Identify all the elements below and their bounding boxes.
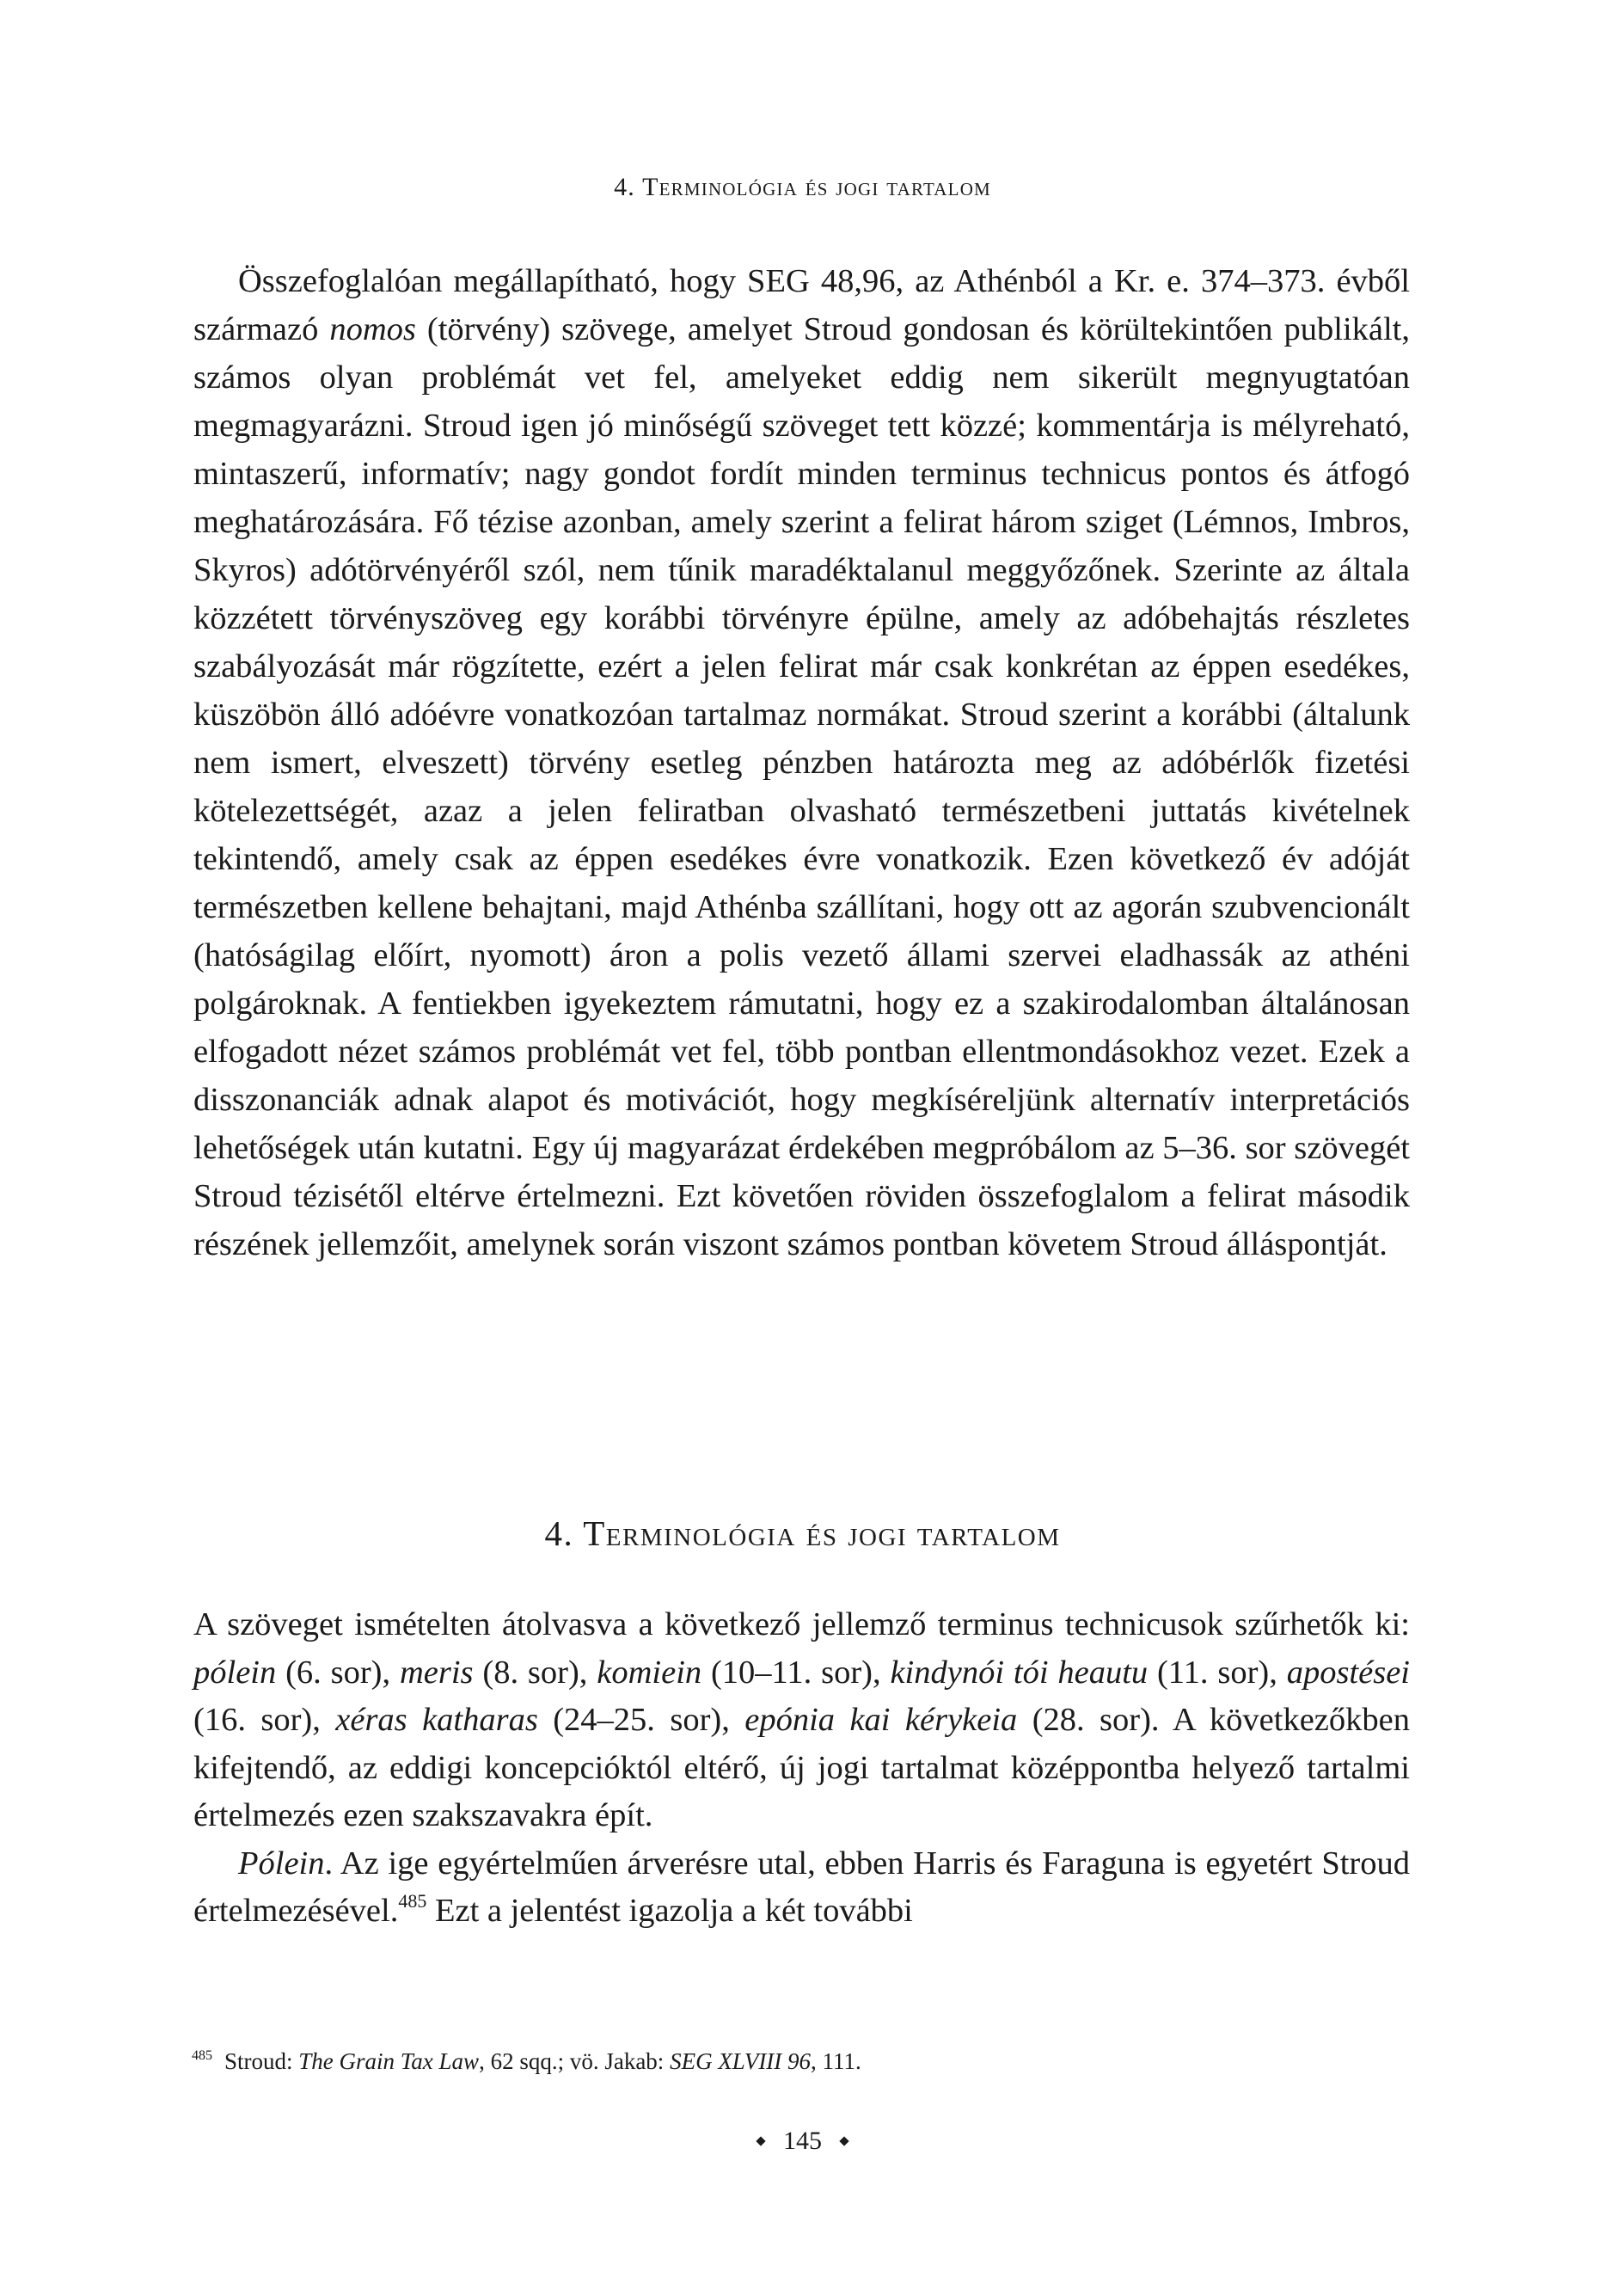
footnote: $^{485}$ Stroud: The Grain Tax Law, 62 sqq.; vö. Jakab: SEG XLVIII 96, 111. <box>192 2048 861 2074</box>
term-apostesei: apostései <box>1286 1654 1410 1691</box>
footnote-reference[interactable]: 485 <box>398 1890 427 1912</box>
diamond-ornament-icon <box>756 2136 765 2146</box>
footnote-title: SEG XLVIII 96 <box>670 2048 812 2074</box>
section-heading: 4. Terminológia és jogi tartalom <box>544 1513 1061 1553</box>
term-meris: meris <box>399 1654 474 1691</box>
page-number-value: 145 <box>783 2127 822 2155</box>
paragraph-text: Összefoglalóan megállapítható, hogy SEG 48,96, az Athénból a Kr. e. 374–373. évből származó nomos (törvény) szövege, amelyet Stroud gondosan és körültekintően publikált, számos olyan problémát vet fel, amelyeket eddig nem sikerült megnyugtatóan megmagyarázni. Stroud igen jó minőségű szöveget tett közzé; kommentárja is mélyreható, mintaszerű, informatív; nagy gondot fordít minden terminus technicus pontos és átfogó meghatározására. Fő tézise azonban, amely szerint a felirat három sziget (Lémnos, Imbros, Skyros) adótörvényéről szól, nem tűnik maradéktalanul meggyőzőnek. Szerinte az általa közzétett törvényszöveg egy korábbi törvényre épülne, amely az adóbehajtás részletes szabályozását már rögzítette, ezért a jelen felirat már csak konkrétan az éppen esedékes, küszöbön álló adóévre vonatkozóan tartalmaz normákat. Stroud szerint a korábbi (általunk nem ismert, elveszett) törvény esetleg pénzben határozta meg az adóbérlők fizetési kötelezettségét, azaz a jelen feliratban olvasható természetbeni juttatás kivételnek tekintendő, amely csak az éppen esedékes évre vonatkozik. Ezen következő év adóját természetben kellene behajtani, majd Athénba szállítani, hogy ott az agorán szubvencionált (hatóságilag előírt, nyomott) áron a polis vezető állami szervei eladhassák az athéni polgároknak. A fentiekben igyekeztem rámutatni, hogy ez a szakirodalomban általánosan elfogadott nézet számos problémát vet fel, több pontban ellentmondásokhoz vezet. Ezek a disszonanciák adnak alapot és motivációt, hogy megkíséreljünk alternatív interpretációs lehetőségek után kutatni. Egy új magyarázat érdekében megpróbálom az 5–36. sor szövegét Stroud tézisétől eltérve értelmezni. Ezt követően röviden összefoglalom a felirat második részének jellemzőit, amelynek során viszont számos pontban követem Stroud álláspontját. <box>193 263 1410 1262</box>
paragraph-terms: A szöveget ismételten átolvasva a következő jellemző terminus technicusok szűrhetők ki: pólein (6. sor), meris (8. sor), komiein (10–11. sor), kindynói tói heautu (11. sor), apostései (16. sor), xéras katharas (24–25. sor), epónia kai kérykeia (28. sor). A következőkben kifejtendő, az eddigi koncepcióktól eltérő, új jogi tartalmat középpontba helyező tartalmi értelmezés ezen szakszavakra épít. <box>193 1606 1410 1833</box>
page-number <box>0 2126 1605 2157</box>
paragraph-summary <box>193 257 1410 1268</box>
term-eponia: epónia kai kérykeia <box>744 1702 1018 1738</box>
diamond-ornament-icon <box>839 2136 848 2146</box>
term-polein: pólein <box>193 1654 277 1691</box>
footnote-number: 485 <box>192 2048 212 2063</box>
term-nomos: nomos <box>329 311 416 347</box>
term-xeras-katharas: xéras katharas <box>335 1702 538 1738</box>
term-komiein: komiein <box>597 1654 702 1691</box>
run-in-heading: Pólein <box>238 1845 325 1882</box>
term-kindynoi: kindynói tói heautu <box>890 1654 1149 1691</box>
paragraph-polein: Pólein. Az ige egyértelműen árverésre utal, ebben Harris és Faraguna is egyetért Stroud értelmezésével.$^{485}$ Ezt a jelentést igazolja a két további <box>193 1845 1410 1929</box>
section-body <box>193 1601 1410 1936</box>
running-head: 4. Terminológia és jogi tartalom <box>614 173 991 201</box>
footnote-title: The Grain Tax Law <box>298 2048 480 2074</box>
